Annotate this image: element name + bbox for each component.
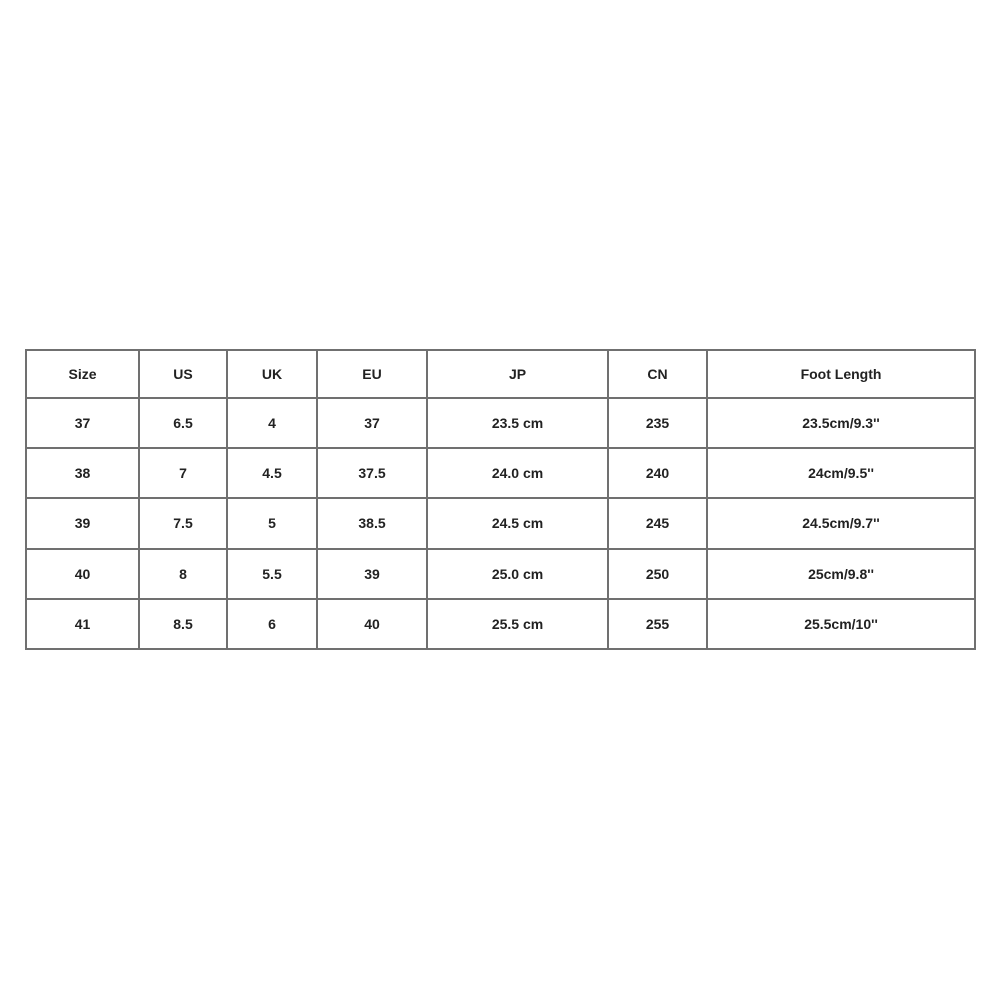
cell-us: 6.5 [139, 398, 227, 448]
table-row [26, 549, 975, 599]
cell-jp: 24.5 cm [427, 498, 608, 548]
cell-cn: 235 [608, 398, 707, 448]
cell-jp: 25.0 cm [427, 549, 608, 599]
cell-foot-length: 24.5cm/9.7'' [707, 498, 975, 548]
cell-uk: 5 [227, 498, 317, 548]
cell-uk: 6 [227, 599, 317, 649]
cell-uk: 4 [227, 398, 317, 448]
cell-us: 8.5 [139, 599, 227, 649]
cell-cn: 255 [608, 599, 707, 649]
cell-foot-length: 24cm/9.5'' [707, 448, 975, 498]
cell-foot-length: 25cm/9.8'' [707, 549, 975, 599]
cell-eu: 40 [317, 599, 427, 649]
cell-us: 7 [139, 448, 227, 498]
table-row [26, 498, 975, 548]
cell-cn: 245 [608, 498, 707, 548]
column-header-foot-length: Foot Length [707, 350, 975, 398]
cell-eu: 38.5 [317, 498, 427, 548]
header-row [26, 350, 975, 398]
cell-jp: 24.0 cm [427, 448, 608, 498]
cell-eu: 37 [317, 398, 427, 448]
cell-cn: 250 [608, 549, 707, 599]
cell-cn: 240 [608, 448, 707, 498]
cell-us: 8 [139, 549, 227, 599]
column-header-cn: CN [608, 350, 707, 398]
column-header-uk: UK [227, 350, 317, 398]
cell-size: 38 [26, 448, 139, 498]
cell-size: 40 [26, 549, 139, 599]
cell-foot-length: 23.5cm/9.3'' [707, 398, 975, 448]
cell-uk: 4.5 [227, 448, 317, 498]
cell-size: 39 [26, 498, 139, 548]
size-chart-table [25, 349, 976, 650]
column-header-eu: EU [317, 350, 427, 398]
table-row [26, 448, 975, 498]
cell-jp: 23.5 cm [427, 398, 608, 448]
column-header-size: Size [26, 350, 139, 398]
cell-uk: 5.5 [227, 549, 317, 599]
cell-size: 41 [26, 599, 139, 649]
column-header-us: US [139, 350, 227, 398]
cell-jp: 25.5 cm [427, 599, 608, 649]
column-header-jp: JP [427, 350, 608, 398]
cell-us: 7.5 [139, 498, 227, 548]
cell-foot-length: 25.5cm/10'' [707, 599, 975, 649]
table-row [26, 398, 975, 448]
cell-eu: 37.5 [317, 448, 427, 498]
cell-eu: 39 [317, 549, 427, 599]
cell-size: 37 [26, 398, 139, 448]
table-row [26, 599, 975, 649]
